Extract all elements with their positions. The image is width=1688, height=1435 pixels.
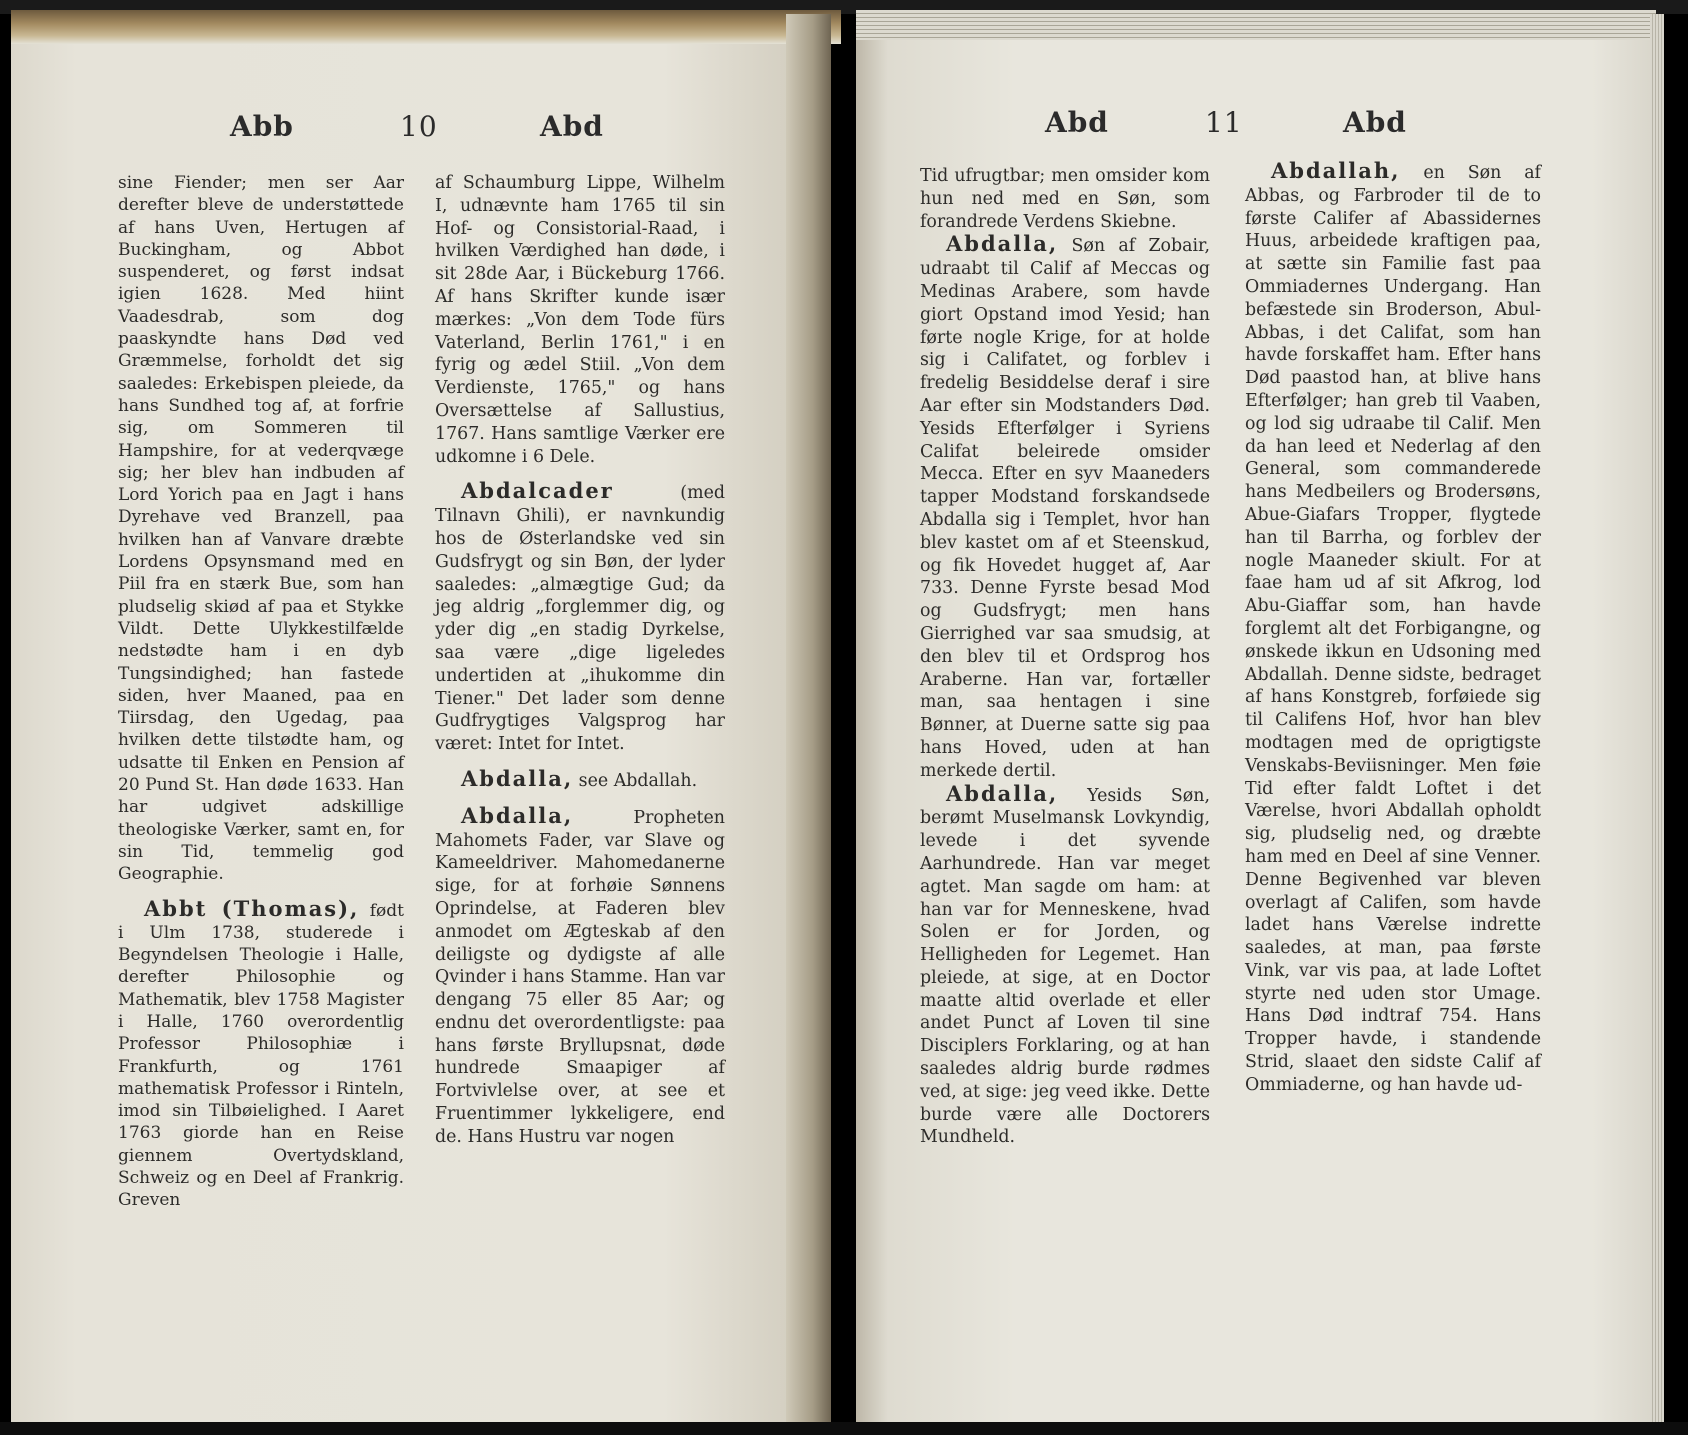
scan-bottom-border <box>0 1422 1688 1435</box>
right-page-header <box>1045 106 1425 146</box>
entry <box>435 765 725 793</box>
header-left-catchword: Abb <box>230 110 294 143</box>
page-stack-top-edge <box>856 10 1656 40</box>
entry-lemma: Abdalla, <box>461 765 574 791</box>
entry-text: Propheten Mahomets Fader, var Slave og Kameeldriver. Mahomedanerne sige, for at forhøie Sønnens Oprindelse, at Faderen blev anmodet om Ægteskab af den deiligste og dydigste af alle Qvinder i hans Stamme. Han var dengang 75 eller 85 Aar; og endnu det overordentligste: paa hans første Bryllupsnat, døde hundrede Smaapiger af Fortvivlelse over, at see et Fruentimmer lykkeligere, end de. Hans Hustru var nogen <box>435 807 725 1147</box>
header-right-catchword: Abd <box>540 110 604 143</box>
entry-text: en Søn af Abbas, og Farbroder til de to første Califer af Abassidernes Huus, arbeidede kraftigen paa, at sætte sin Familie fast paa Ommiadernes Undergang. Han befæstede sin Broderson, Abul-Abbas, i det Califat, som han havde forskaffet ham. Efter hans Død paastod han, at blive hans Efterfølger; han greb til Vaaben, og lod sig udraabe til Calif. Men da han leed et Nederlag af den General, som commanderede hans Medbeilers og Brodersøns, Abue-Giafars Tropper, flygtede han til Barrha, og forblev der nogle Maaneder skiult. For at faae ham ud af sit Afkrog, lod Abu-Giaffar som, han havde forglemt alt det Forbigangne, og ønskede ikkun en Udsoning med Abdallah. Denne sidste, bedraget af hans Konstgreb, forføiede sig til Califens Hof, hvor han blev modtagen med de oprigtigste Venskabs-Beviisninger. Men føie Tid efter faldt Loftet i det Værelse, hvori Abdallah opholdt sig, pludselig ned, og dræbte ham med en Deel af sine Venner. Denne Begivenhed var bleven overlagt af Califen, som havde ladet hans Værelse indrette saaledes, at man, paa første Vink, var vis paa, at lade Loftet styrte ned uden stor Umage. Hans Død indtraf 754. Hans Tropper havde, i standende Strid, slaaet den sidste Calif af Ommiaderne, og han havde ud- <box>1245 163 1541 1095</box>
header-left-catchword: Abd <box>1045 106 1109 139</box>
left-page-column-2 <box>435 172 725 1149</box>
entry-text: Søn af Zobair, udraabt til Calif af Meccas og Medinas Arabere, som havde giort Opstand imod Yesid; han førte nogle Krige, for at holde sig i Califatet, og forblev i fredelig Besiddelse deraf i sire Aar efter sin Modstanders Død. Yesids Efterfølger i Syriens Califat beleirede omsider Mecca. Efter en syv Maaneders tapper Modstand forskandsede Abdalla sig i Templet, hvor han blev kastet om af et Steenskud, og fik Hovedet hugget af, Aar 733. Denne Fyrste besad Mod og Gudsfrygt; men hans Gierrighed var saa smudsig, at den blev til et Ordsprog hos Araberne. Han var, fortæller man, saa hentagen i sine Bønner, at Duerne satte sig paa hans Hoved, uden at han merkede dertil. <box>920 236 1210 781</box>
entry <box>435 480 725 756</box>
entry-lemma: Abdalla, <box>946 780 1059 806</box>
entry <box>920 780 1210 1150</box>
left-page-header <box>230 110 610 150</box>
right-page-column-1 <box>920 165 1210 1149</box>
paragraph: af Schaumburg Lippe, Wilhelm I, udnævnte ham 1765 til sin Hof- og Consistorial-Raad, i hvilken Værdighed han døde, i sit 28de Aar, i Bückeburg 1766. Af hans Skrifter kunde især mærkes: „Von dem Tode fürs Vaterland, Berlin 1761," i en fyrig og ædel Stiil. „Von dem Verdienste, 1765," og hans Oversættelse af Sallustius, 1767. Hans samtlige Værker ere udkomne i 6 Dele. <box>435 173 725 467</box>
page-number: 11 <box>1205 106 1243 139</box>
entry <box>435 802 725 1149</box>
page-stack-fore-edge <box>1650 14 1664 1422</box>
entry-lemma: Abdallah, <box>1271 158 1401 183</box>
entry <box>1245 160 1541 1097</box>
entry-lemma: Abbt (Thomas), <box>144 895 360 921</box>
entry-text: Yesids Søn, berømt Muselmansk Lovkyndig, levede i det syvende Aarhundrede. Han var meget agtet. Man sagde om ham: at han var for Menneskene, hvad Solen er for Jorden, og Helligheden for Legemet. Han pleiede, at sige, at en Doctor maatte altid overlade et eller andet Punct af Loven til sine Disciplers Forklaring, og at han saaledes aldrig burde rødmes ved, at sige: jeg veed ikke. Dette burde være alle Doctorers Mundheld. <box>920 785 1210 1148</box>
entry-text: født i Ulm 1738, studerede i Begyndelsen Theologie i Halle, derefter Philosophie og Mathematik, blev 1758 Magister i Halle, 1760 overordentlig Professor Philosophiæ i Frankfurth, og 1761 mathematisk Professor i Rinteln, imod sin Tilbøielighed. I Aaret 1763 giorde han en Reise giennem Overtydskland, Schweiz og en Deel af Frankrig. Greven <box>118 900 404 1211</box>
book-spine <box>786 14 831 1422</box>
page-number: 10 <box>400 110 438 143</box>
entry-lemma: Abdalcader <box>461 478 614 504</box>
book-binding-top <box>11 10 841 44</box>
entry-lemma: Abdalla, <box>461 802 574 828</box>
right-page-column-2 <box>1245 160 1541 1097</box>
entry <box>920 233 1210 782</box>
entry <box>118 895 404 1212</box>
paragraph: Tid ufrugtbar; men omsider kom hun ned med en Søn, som forandrede Verdens Skiebne. <box>920 166 1210 232</box>
entry-text: (med Tilnavn Ghili), er navnkundig hos de Østerlandske ved sin Gudsfrygt og sin Bøn, der lyder saaledes: „almægtige Gud; da jeg aldrig „forglemmer dig, og yder dig „en stadig Dyrkelse, saa være „dige ligeledes undertiden at „ihukomme din Tiener." Det lader som denne Gudfrygtiges Valgsprog har været: Intet for Intet. <box>435 483 725 755</box>
entry-lemma: Abdalla, <box>946 231 1059 257</box>
left-page-column-1 <box>118 172 404 1212</box>
paragraph: sine Fiender; men ser Aar derefter bleve de understøttede af hans Uven, Hertugen af Buckingham, og Abbot suspenderet, og først indsat igien 1628. Med hiint Vaadesdrab, som dog paaskyndte hans Død ved Græmmelse, forholdt det sig saaledes: Erkebispen pleiede, da hans Sundhed tog af, at forfrie sig, om Sommeren til Hampshire, for at vederqvæge sig; her blev han indbuden af Lord Yorich paa en Jagt i hans Dyrehave ved Branzell, paa hvilken han af Vanvare dræbte Lordens Opsynsmand med en Piil fra en stærk Bue, som han pludselig skiød af paa et Stykke Vildt. Dette Ulykkestilfælde nedstødte ham i en dyb Tungsindighed; han fastede siden, hver Maaned, paa en Tiirsdag, den Ugedag, paa hvilken dette tilstødte ham, og udsatte til Enken en Pension af 20 Pund St. Han døde 1633. Han har udgivet adskillige theologiske Værker, samt en, for sin Tid, temmelig god Geographie. <box>118 173 404 885</box>
header-right-catchword: Abd <box>1343 106 1407 139</box>
entry-text: see Abdallah. <box>573 770 698 791</box>
